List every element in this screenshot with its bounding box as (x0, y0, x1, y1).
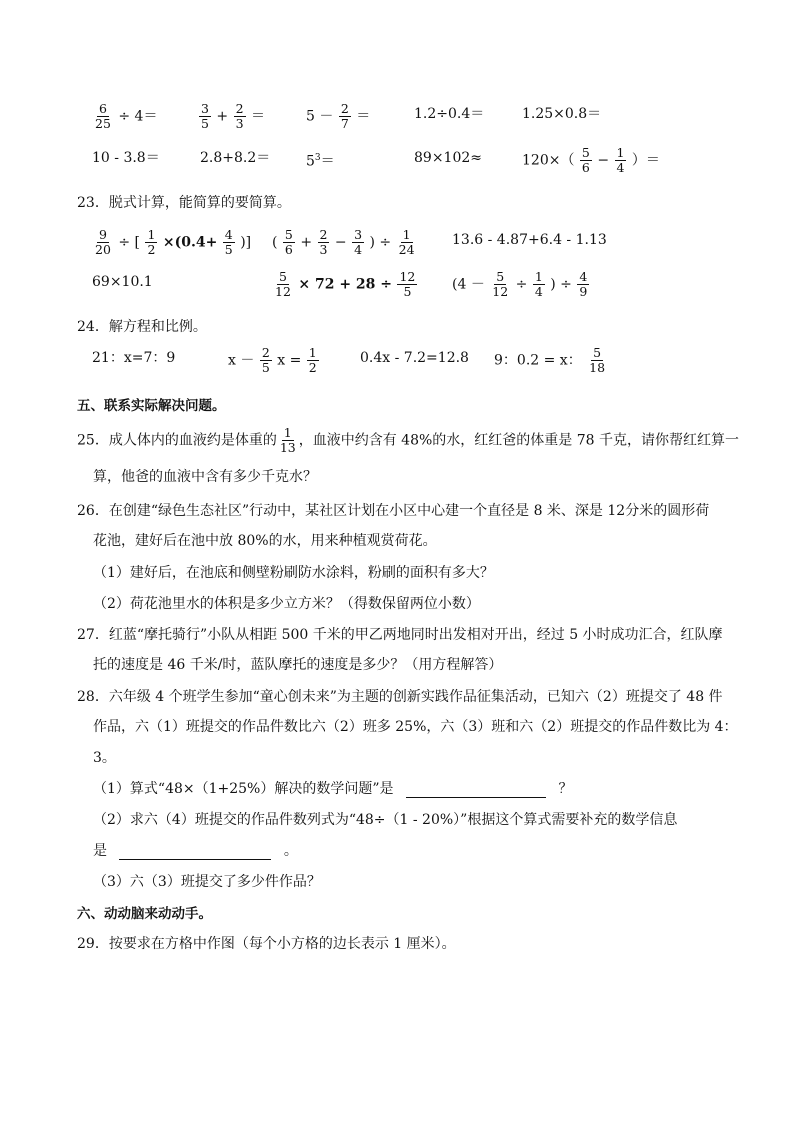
fraction: $\frac{3}{4}$ (354, 227, 363, 257)
oral-r2-e: 120×（ $\frac{5}{6}$ − $\frac{1}{4}$ ）＝ (522, 145, 660, 175)
fraction: $\frac{1}{4}$ (534, 269, 543, 299)
q26-line-2: 花池，建好后在池中放 80%的水，用来种植观赏荷花。 (93, 533, 437, 549)
q28-line-1: 28．六年级 4 个班学生参加“童心创未来”为主题的创新实践作品征集活动，已知六（2）班提交了 48 件 (77, 689, 723, 705)
fraction: $\frac{5}{6}$ (581, 145, 590, 175)
fraction: $\frac{1}{13}$ (279, 425, 296, 455)
section-6-heading: 六、动动脑来动动手。 (77, 906, 212, 922)
q29-text: 29．按要求在方格中作图（每个小方格的边长表示 1 厘米）。 (77, 936, 456, 952)
fraction: $\frac{3}{5}$ (201, 101, 209, 131)
oral-r2-d: 89×102≈ (414, 150, 482, 166)
q28-sub-2-cont: 是 。 (93, 843, 298, 859)
fraction: $\frac{5}{12}$ (275, 269, 291, 299)
fraction: $\frac{1}{2}$ (308, 345, 317, 375)
q24-eq-2: x － $\frac{2}{5}$ x = $\frac{1}{2}$ (228, 345, 317, 375)
q28-sub-2: （2）求六（4）班提交的作品件数列式为“48÷（1 - 20%）”根据这个算式需要补充的数学信息 (93, 812, 678, 828)
q24-eq-4: 9：0.2 = x： $\frac{5}{18}$ (494, 345, 606, 375)
q26-line-1: 26．在创建“绿色生态社区”行动中，某社区计划在小区中心建一个直径是 8 米、深是 12分米的圆形荷 (77, 503, 710, 519)
q28-line-3: 3。 (93, 750, 116, 766)
fraction: $\frac{2}{5}$ (261, 345, 270, 375)
fraction: $\frac{2}{7}$ (340, 101, 349, 131)
oral-r1-e: 1.25×0.8＝ (522, 106, 602, 122)
q23-expr-2: ( $\frac{5}{6}$ + $\frac{2}{3}$ − $\frac{3}{4}$ ) ÷ $\frac{1}{24}$ (272, 227, 415, 257)
q26-sub-1: （1）建好后，在池底和侧壁粉刷防水涂料，粉刷的面积有多大？ (93, 565, 494, 581)
fraction: $\frac{6}{25}$ (95, 101, 111, 131)
oral-r2-a: 10 - 3.8＝ (92, 150, 160, 166)
q27-line-2: 托的速度是 46 千米/时，蓝队摩托的速度是多少？（用方程解答） (93, 657, 503, 673)
fraction: $\frac{2}{3}$ (235, 101, 244, 131)
q23-expr-5: $\frac{5}{12}$ × 72 + 28 ÷ $\frac{12}{5}$ (275, 269, 416, 299)
q25-line-2: 算，他爸的血液中含有多少千克水？ (93, 469, 317, 485)
oral-r2-c: $5^3=$ (306, 153, 335, 170)
q26-sub-2: （2）荷花池里水的体积是多少立方米？（得数保留两位小数） (93, 596, 480, 612)
answer-blank[interactable] (119, 845, 271, 860)
q23-expr-4: 69×10.1 (92, 274, 153, 290)
fraction: $\frac{1}{2}$ (147, 227, 156, 257)
fraction: $\frac{1}{24}$ (398, 227, 415, 257)
q23-expr-1: $\frac{9}{20}$ ÷ [ $\frac{1}{2}$ ×(0.4+ $\frac{4}{5}$ )] (95, 227, 252, 257)
oral-r1-b: $\frac{3}{5}$ + $\frac{2}{3}$ ＝ (201, 101, 265, 131)
q28-line-2: 作品，六（1）班提交的作品件数比六（2）班多 25%，六（3）班和六（2）班提交的作品件数比为 4： (93, 719, 738, 735)
q27-line-1: 27．红蓝“摩托骑行”小队从相距 500 千米的甲乙两地同时出发相对开出，经过 5 小时成功汇合，红队摩 (77, 627, 723, 643)
q25-line-1: 25．成人体内的血液约是体重的 $\frac{1}{13}$ ，血液中约含有 48%的水，红红爸的体重是 78 千克，请你帮红红算一 (77, 425, 740, 455)
fraction: $\frac{5}{6}$ (284, 227, 293, 257)
fraction: $\frac{5}{18}$ (589, 345, 606, 375)
fraction: $\frac{5}{12}$ (492, 269, 509, 299)
oral-r1-d: 1.2÷0.4＝ (414, 106, 485, 122)
q23-title: 23．脱式计算，能简算的要简算。 (77, 195, 291, 211)
fraction: $\frac{4}{9}$ (579, 269, 588, 299)
oral-r2-b: 2.8+8.2＝ (200, 150, 271, 166)
q28-sub-1: （1）算式“48×（1+25%）解决的数学问题”是 ？ (93, 781, 573, 797)
q23-expr-6: (4 － $\frac{5}{12}$ ÷ $\frac{1}{4}$ ) ÷ $\frac{4}{9}$ (452, 269, 588, 299)
q24-title: 24．解方程和比例。 (77, 319, 207, 335)
oral-r1-c: 5 － $\frac{2}{7}$ ＝ (306, 101, 371, 131)
q28-sub-3: （3）六（3）班提交了多少件作品？ (93, 874, 321, 890)
oral-r1-a: $\frac{6}{25}$ ÷ 4＝ (95, 101, 158, 131)
q23-expr-3: 13.6 - 4.87+6.4 - 1.13 (452, 232, 607, 248)
fraction: $\frac{4}{5}$ (224, 227, 233, 257)
section-5-heading: 五、联系实际解决问题。 (77, 398, 226, 414)
q24-eq-3: 0.4x - 7.2=12.8 (360, 350, 469, 366)
fraction: $\frac{12}{5}$ (399, 269, 416, 299)
q24-eq-1: 21：x=7：9 (92, 350, 176, 366)
fraction: $\frac{1}{4}$ (616, 145, 625, 175)
fraction: $\frac{2}{3}$ (319, 227, 328, 257)
fraction: $\frac{9}{20}$ (95, 227, 111, 257)
answer-blank[interactable] (406, 783, 546, 798)
